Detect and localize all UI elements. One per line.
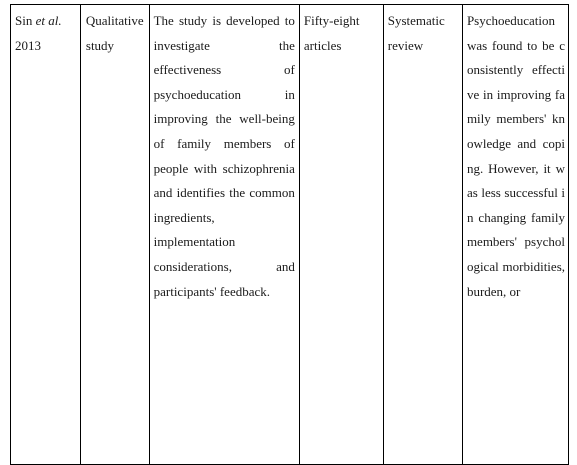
studies-table: [10, 4, 569, 465]
cell-study-design: [80, 5, 149, 465]
publication-year: 2013: [15, 37, 41, 53]
cell-author-year: [11, 5, 81, 465]
cell-aim: [149, 5, 299, 465]
cell-findings: [462, 5, 568, 465]
document-table-region: [10, 4, 569, 464]
cell-sample: [299, 5, 383, 465]
findings-text: Psychoeducation was found to be consistently effective in improving family members' knowledge and coping. However, it was less successful in changing family members' psychological morbidities, burden, or: [466, 13, 565, 299]
author-et-al: et al.: [35, 13, 62, 28]
study-design-text: Qualitative study: [85, 13, 144, 53]
author-name: Sin: [15, 13, 33, 28]
cell-method: [383, 5, 462, 465]
method-text: Systematic review: [387, 13, 445, 53]
aim-text: The study is developed to investigate the effectiveness of psychoeducation in improving the well-being of family members of people with schizophrenia and identifies the common ingredients, implementation considerations, and participants' feedback.: [153, 13, 295, 299]
sample-text: Fifty-eight articles: [303, 13, 360, 53]
table-row: [11, 5, 569, 465]
